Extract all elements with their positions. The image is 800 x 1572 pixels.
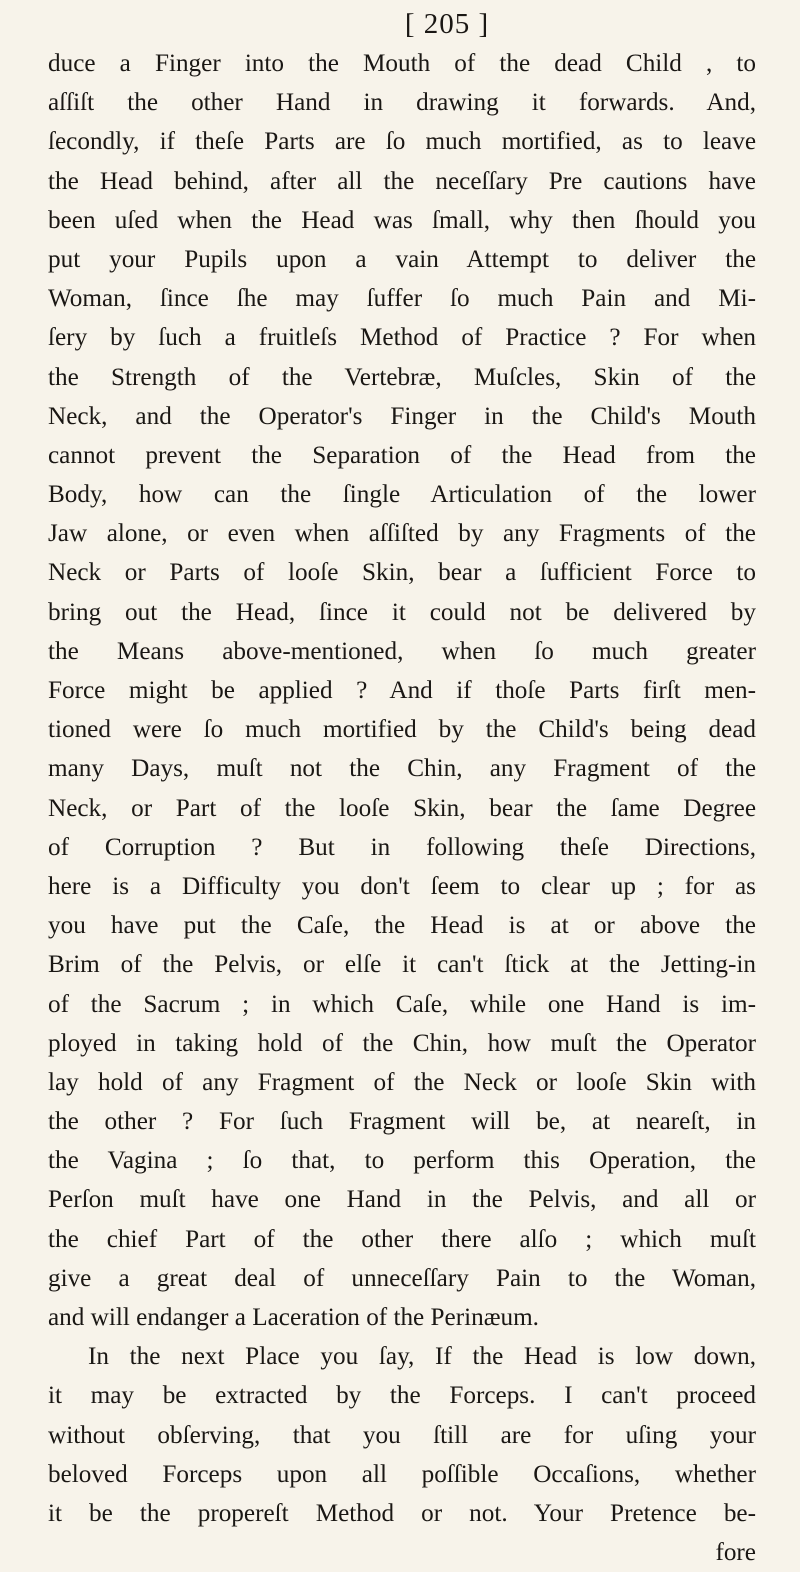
text-line: Neck, or Part of the looſe Skin, bear the ſame Degree [48, 794, 756, 822]
text-line: ployed in taking hold of the Chin, how muſt the Operator [48, 1029, 756, 1057]
text-line: Jaw alone, or even when aſſiſted by any Fragments of the [48, 520, 756, 548]
text-line: Body, how can the ſingle Articulation of the lower [48, 481, 756, 509]
text-line: In the next Place you ſay, If the Head is low down, [88, 1343, 756, 1371]
text-line: it be the propereſt Method or not. Your Pretence be- [48, 1499, 756, 1527]
text-line: and will endanger a Laceration of the Perinæum. [48, 1304, 539, 1331]
text-line: duce a Finger into the Mouth of the dead Child , to [48, 50, 756, 77]
text-line: it may be extracted by the Forceps. I can't proceed [48, 1382, 756, 1410]
text-line: Perſon muſt have one Hand in the Pelvis, and all or [48, 1186, 756, 1214]
catchword: fore [715, 1539, 756, 1567]
text-line: Neck or Parts of looſe Skin, bear a ſufficient Force to [48, 559, 756, 587]
text-line: of the Sacrum ; in which Caſe, while one Hand is im- [48, 990, 756, 1018]
text-line: many Days, muſt not the Chin, any Fragment of the [48, 755, 756, 783]
text-line: without obſerving, that you ſtill are for uſing your [48, 1421, 756, 1449]
text-line: tioned were ſo much mortified by the Child's being dead [48, 716, 756, 744]
text-line: aſſiſt the other Hand in drawing it forwards. And, [48, 89, 756, 117]
text-line: the Head behind, after all the neceſſary Pre cautions have [48, 167, 756, 195]
text-line: the Means above-mentioned, when ſo much greater [48, 637, 756, 665]
body-text [48, 44, 756, 1533]
text-line: lay hold of any Fragment of the Neck or looſe Skin with [48, 1068, 756, 1096]
text-line: the Vagina ; ſo that, to perform this Operation, the [48, 1147, 756, 1175]
text-line: been uſed when the Head was ſmall, why then ſhould you [48, 206, 756, 234]
text-line: bring out the Head, ſince it could not be delivered by [48, 598, 756, 626]
text-line: ſery by ſuch a fruitleſs Method of Practice ? For when [48, 324, 756, 352]
text-line: beloved Forceps upon all poſſible Occaſions, whether [48, 1460, 756, 1488]
text-line: here is a Difficulty you don't ſeem to clear up ; for as [48, 872, 756, 900]
text-line: Force might be applied ? And if thoſe Parts firſt men- [48, 677, 756, 704]
text-line: you have put the Caſe, the Head is at or above the [48, 912, 756, 940]
text-line: give a great deal of unneceſſary Pain to the Woman, [48, 1264, 756, 1292]
text-line: Brim of the Pelvis, or elſe it can't ſtick at the Jetting-in [48, 951, 756, 979]
text-line: ſecondly, if theſe Parts are ſo much mortified, as to leave [48, 128, 756, 156]
text-line: the other ? For ſuch Fragment will be, at neareſt, in [48, 1108, 756, 1136]
text-line: cannot prevent the Separation of the Head from the [48, 441, 756, 469]
text-line: Woman, ſince ſhe may ſuffer ſo much Pain and Mi- [48, 285, 756, 313]
page-number-header: [ 205 ] [404, 8, 490, 40]
text-line: put your Pupils upon a vain Attempt to deliver the [48, 245, 756, 273]
text-line: Neck, and the Operator's Finger in the Child's Mouth [48, 402, 756, 430]
text-line: of Corruption ? But in following theſe Directions, [48, 833, 756, 861]
text-line: the chief Part of the other there alſo ; which muſt [48, 1225, 756, 1253]
text-line: the Strength of the Vertebræ, Muſcles, Skin of the [48, 363, 756, 391]
